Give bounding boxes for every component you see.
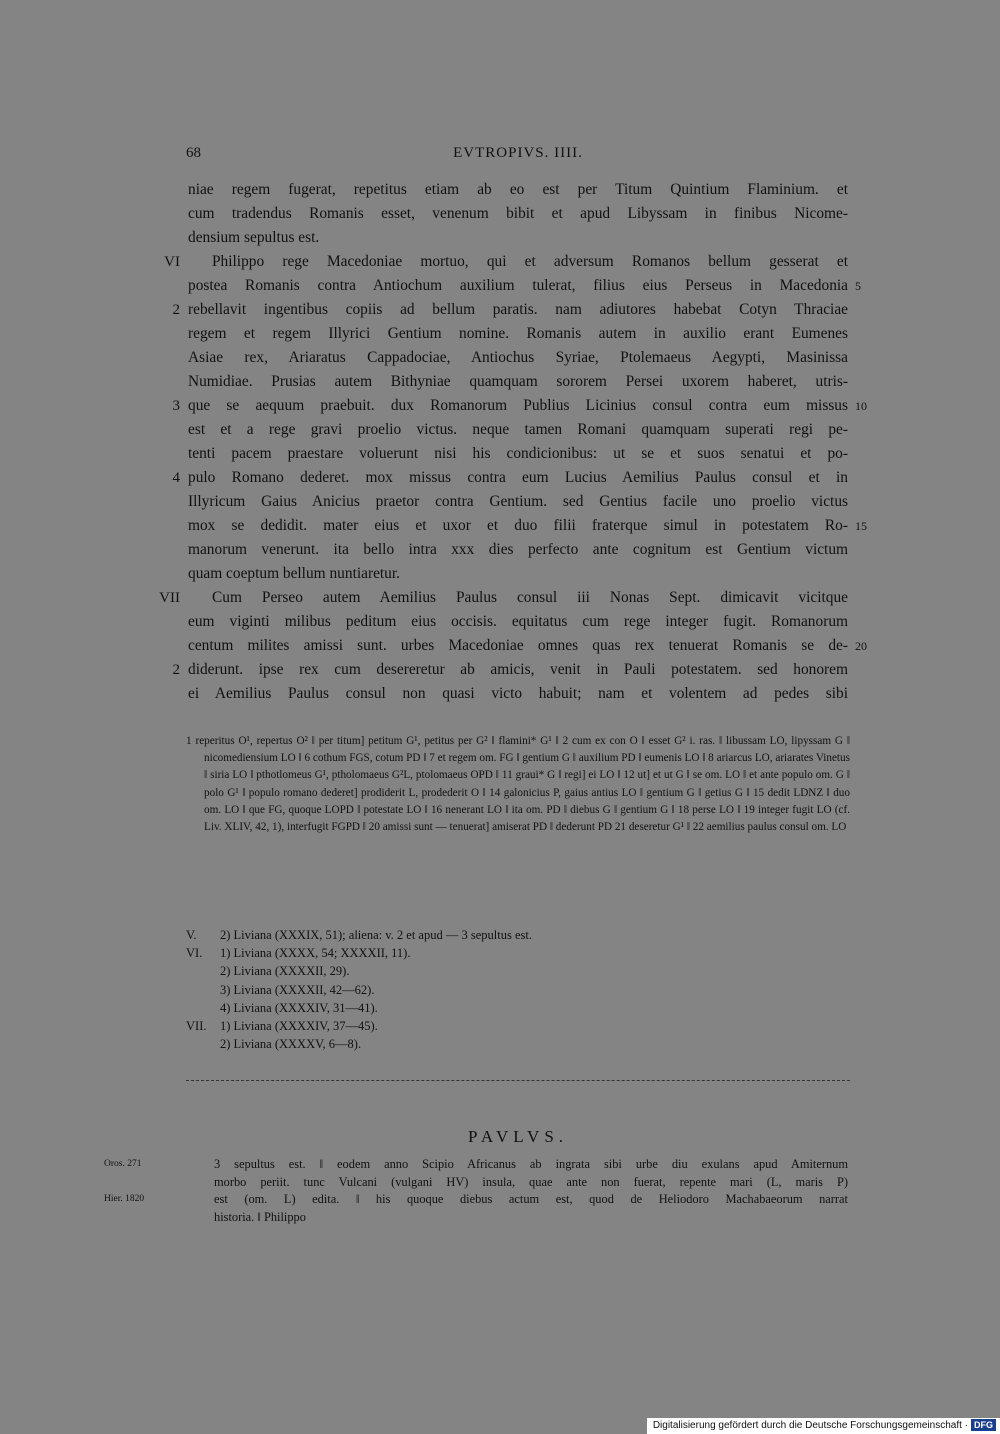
text-line: quam coeptum bellum nuntiaretur. — [188, 565, 400, 582]
source-note — [186, 926, 686, 944]
text-line: diderunt. ipse rex cum desereretur ab amicis, venit in Pauli potestatem. sed honorem — [188, 661, 848, 678]
paulus-line-text: 3 sepultus est. ‖ eodem anno Scipio Africanus ab ingrata sibi urbe diu exulans apud Amiternum — [214, 1157, 848, 1171]
line-number: 20 — [855, 639, 867, 653]
critical-apparatus — [186, 733, 850, 836]
text-line: Philippo rege Macedoniae mortuo, qui et adversum Romanos bellum gesserat et — [212, 253, 848, 270]
text-line: est et a rege gravi proelio victus. neque tamen Romani quamquam superati regi pe- — [188, 421, 848, 438]
text-line: mox se dedidit. mater eius et uxor et duo filii fraterque simul in potestatem Ro- — [188, 517, 848, 534]
text-line: pulo Romano dederet. mox missus contra eum Lucius Aemilius Paulus consul et in — [188, 469, 848, 486]
paulus-heading: PAVLVS. — [467, 1127, 569, 1146]
source-note — [186, 1035, 686, 1053]
paulus-line-text: morbo periit. tunc Vulcani (vulgani HV) insula, quae ante non fuerat, repente mari (L, maris P) — [214, 1174, 848, 1189]
line-number: 5 — [855, 279, 861, 293]
source-text: 2) Liviana (XXXIX, 51); aliena: v. 2 et apud — 3 sepultus est. — [220, 928, 532, 942]
text-line: rebellavit ingentibus copiis ad bellum paratis. nam adiutores habebat Cotyn Thraciae — [188, 301, 848, 318]
apparatus-text: 1 reperitus O¹, repertus O² ‖ per titum] petitum G¹, petitus per G² ‖ flamini* G¹ ‖ 2 cum ex con O ‖ esset G² i. ras. ‖ libussam LO, lipyssam G ‖ nicomediensium LO ‖ 6 cothum FGS, cotum PD ‖ 7 et regem om. FG ‖ gentium G ‖ auxilium PD ‖ eumenis LO ‖ 8 ariarcus LO, ariarates Vinetus ‖ siria LO ‖ pthotlomeus G¹, ptholomaeus G²L, ptolomaeus OPD ‖ 11 graui* G ‖ regi] ei LO ‖ 12 ut] et ut G ‖ se om. LO ‖ et ante populo om. G ‖ polo G¹ ‖ populo romano dederet] prodiderit L, prodederit O ‖ 14 galonicius P, gaius antius LO ‖ gentium G ‖ getius G ‖ 15 dedit LDNZ ‖ duo om. LO ‖ que FG, quoque LOPD ‖ potestate LO ‖ 16 nenerant LO ‖ ita om. PD ‖ diebus G ‖ gentium G ‖ 18 perse LO ‖ 19 integer fugit LO (cf. Liv. XLIV, 42, 1), interfugit FGPD ‖ 20 amissi sunt — tenuerat] amiserat PD ‖ dederunt PD 21 deseretur G¹ ‖ 22 aemilius paulus consul om. LO — [186, 735, 850, 834]
source-note — [186, 981, 686, 999]
running-title: EVTROPIVS. IIII. — [453, 145, 583, 161]
section-divider — [186, 1080, 850, 1081]
chapter-marker: VI — [164, 254, 180, 270]
text-line: Illyricum Gaius Anicius praetor contra Gentium. sed Gentius facile uno proelio victus — [188, 493, 848, 510]
source-chapter: V. — [186, 928, 197, 942]
text-line: densium sepultus est. — [188, 229, 320, 246]
paulus-line-text: est (om. L) edita. ‖ his quoque diebus actum est, quod de Heliodoro Machabaeorum narrat — [214, 1192, 848, 1206]
source-text: 2) Liviana (XXXXII, 29). — [220, 964, 350, 979]
text-line: regem et regem Illyrici Gentium nomine. Romanis autem in auxilio erant Eumenes — [188, 325, 848, 342]
line-number: 15 — [855, 519, 867, 533]
text-line: Cum Perseo autem Aemilius Paulus consul iii Nonas Sept. dimicavit vicitque — [212, 589, 848, 606]
text-line: ei Aemilius Paulus consul non quasi victo habuit; nam et volentem ad pedes sibi — [188, 685, 848, 702]
source-chapter: VI. — [186, 946, 203, 961]
paulus-source-ref: Hier. 1820 — [104, 1194, 145, 1204]
digitization-credit — [647, 1418, 1000, 1434]
source-text: 1) Liviana (XXXXIV, 37—45). — [220, 1018, 378, 1033]
text-line: Asiae rex, Ariaratus Cappadociae, Antiochus Syriae, Ptolemaeus Aegypti, Masinissa — [188, 349, 848, 366]
source-text: 3) Liviana (XXXXII, 42—62). — [220, 982, 375, 997]
source-note — [186, 962, 686, 980]
source-note — [186, 944, 686, 962]
chapter-marker: 2 — [172, 302, 180, 318]
text-line: Numidiae. Prusias autem Bithyniae quamquam sororem Persei uxorem haberet, utris- — [188, 373, 848, 390]
text-line: tenti pacem praestare voluerunt nisi his condicionibus: ut se et suos senatui et po- — [188, 445, 848, 462]
page-header — [186, 145, 850, 167]
text-line: cum tradendus Romanis esset, venenum bibit et apud Libyssam in finibus Nicome- — [188, 205, 848, 222]
source-chapter: VII. — [186, 1018, 207, 1033]
paulus-line — [0, 1156, 1000, 1174]
source-text: 2) Liviana (XXXXV, 6—8). — [220, 1037, 362, 1052]
text-line: postea Romanis contra Antiochum auxilium tulerat, filius eius Perseus in Macedonia — [188, 277, 848, 294]
chapter-marker: 2 — [172, 662, 180, 678]
page-number: 68 — [186, 145, 201, 161]
chapter-marker: VII — [159, 590, 180, 606]
text-line: niae regem fugerat, repetitus etiam ab eo est per Titum Quintium Flaminium. et — [188, 181, 848, 198]
text-line: centum milites amissi sunt. urbes Macedoniae omnes quas rex tenuerat Romanis se de- — [188, 637, 848, 654]
text-line: eum viginti milibus peditum eius occisis. equitatus cum rege integer fugit. Romanorum — [188, 613, 848, 630]
paulus-line — [0, 1174, 1000, 1192]
source-text: 4) Liviana (XXXXIV, 31—41). — [220, 1000, 378, 1015]
source-text: 1) Liviana (XXXX, 54; XXXXII, 11). — [220, 946, 411, 961]
dfg-logo: DFG — [971, 1419, 996, 1431]
paulus-line-text: historia. ‖ Philippo — [214, 1209, 306, 1224]
chapter-marker: 3 — [172, 398, 180, 414]
paulus-line — [0, 1191, 1000, 1209]
line-number: 10 — [855, 399, 867, 413]
text-line: que se aequum praebuit. dux Romanorum Publius Licinius consul contra eum missus — [188, 397, 848, 414]
source-notes — [186, 926, 686, 1053]
paulus-source-ref: Oros. 271 — [104, 1159, 142, 1169]
source-note — [186, 999, 686, 1017]
source-note — [186, 1017, 686, 1035]
credit-text: Digitalisierung gefördert durch die Deutsche Forschungsgemeinschaft · — [652, 1420, 968, 1431]
chapter-marker: 4 — [172, 470, 180, 486]
paulus-line — [0, 1209, 1000, 1227]
text-line: manorum venerunt. ita bello intra xxx dies perfecto ante cognitum est Gentium victum — [188, 541, 848, 558]
